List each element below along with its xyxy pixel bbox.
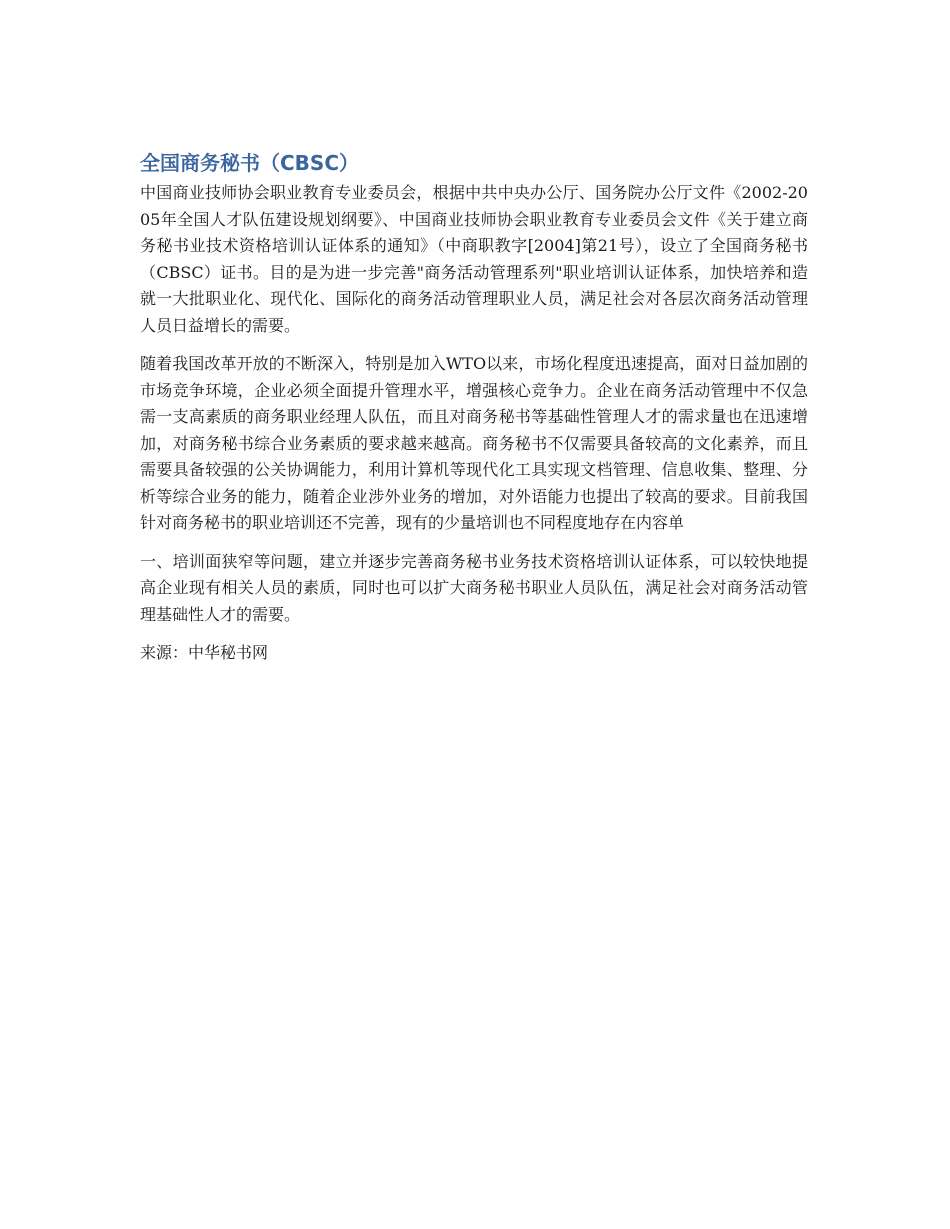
document-title: 全国商务秘书（CBSC） bbox=[140, 151, 360, 175]
paragraph-conclusion: 一、培训面狭窄等问题，建立并逐步完善商务秘书业务技术资格培训认证体系，可以较快地提高企业现有相关人员的素质，同时也可以扩大商务秘书职业人员队伍，满足社会对商务活动管理基础性人才的需要。 bbox=[140, 551, 808, 624]
document-page bbox=[140, 148, 808, 667]
paragraph-intro: 中国商业技师协会职业教育专业委员会，根据中共中央办公厅、国务院办公厅文件《2002-2005年全国人才队伍建设规划纲要》、中国商业技师协会职业教育专业委员会文件《关于建立商务秘书业技术资格培训认证体系的通知》（中商职教字[2004]第21号），设立了全国商务秘书（CBSC）证书。目的是为进一步完善"商务活动管理系列"职业培训认证体系，加快培养和造就一大批职业化、现代化、国际化的商务活动管理职业人员，满足社会对各层次商务活动管理人员日益增长的需要。 bbox=[140, 183, 808, 335]
paragraph-background: 随着我国改革开放的不断深入，特别是加入WTO以来，市场化程度迅速提高，面对日益加剧的市场竞争环境，企业必须全面提升管理水平，增强核心竞争力。企业在商务活动管理中不仅急需一支高素质的商务职业经理人队伍，而且对商务秘书等基础性管理人才的需求量也在迅速增加，对商务秘书综合业务素质的要求越来越高。商务秘书不仅需要具备较高的文化素养，而且需要具备较强的公关协调能力，利用计算机等现代化工具实现文档管理、信息收集、整理、分析等综合业务的能力，随着企业涉外业务的增加，对外语能力也提出了较高的要求。目前我国针对商务秘书的职业培训还不完善，现有的少量培训也不同程度地存在内容单 bbox=[140, 354, 808, 532]
source-line: 来源：中华秘书网 bbox=[140, 643, 269, 662]
